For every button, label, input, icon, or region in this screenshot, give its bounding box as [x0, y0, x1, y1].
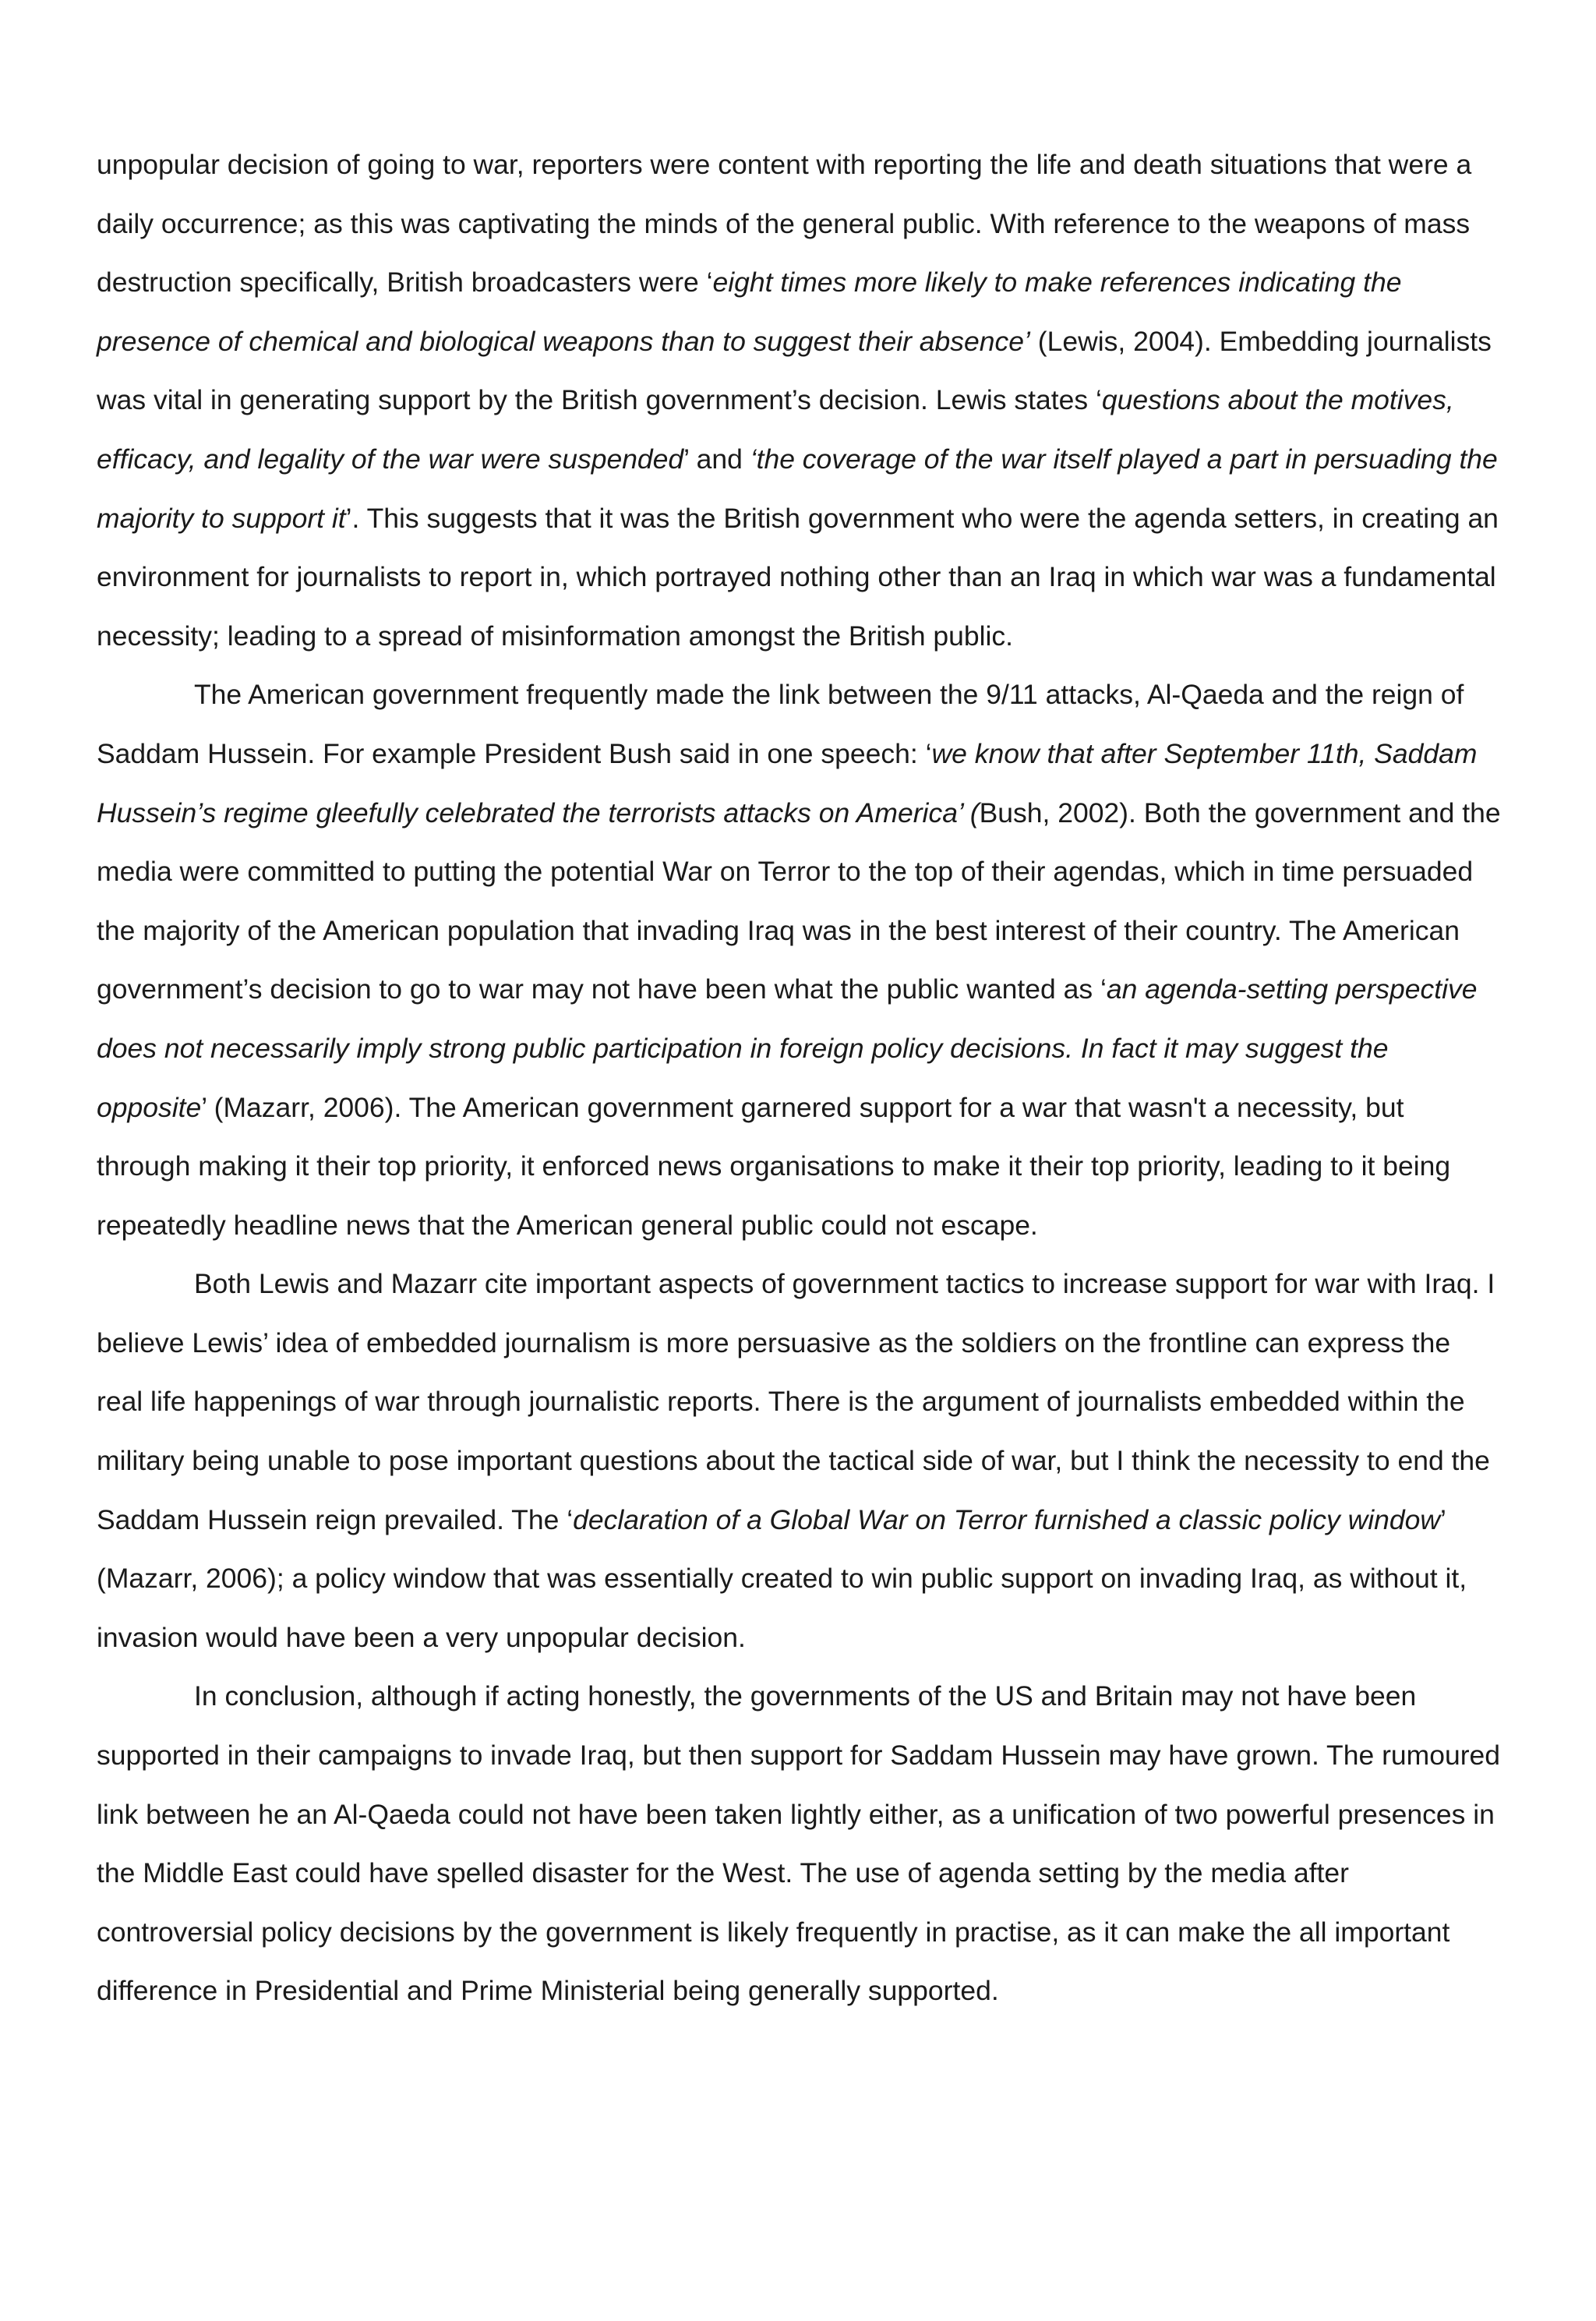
quote-segment: eight times more likely to make references indicating the presence of chemical and biological weapons than to suggest their absence’ — [97, 267, 1402, 357]
quote-segment: an agenda-setting perspective does not necessarily imply strong public participation in foreign policy decisions. In fact it may suggest the opposite — [97, 973, 1478, 1123]
text-segment: ’. This suggests that it was the British government who were the agenda setters, in creating an environment for journalists to report in, which portrayed nothing other than an Iraq in which war was a fundamental necessity; leading to a spread of misinformation amongst the British public. — [97, 502, 1499, 652]
paragraph-american-government — [97, 666, 1504, 1255]
text-segment: The American government frequently made the link between the 9/11 attacks, Al-Qaeda and the reign of Saddam Hussein. For example President Bush said in one speech: ‘ — [97, 679, 1464, 769]
text-segment: ’ (Mazarr, 2006). The American government garnered support for a war that wasn't a necessity, but through making it their top priority, it enforced news organisations to make it their top priority, leading to it being repeatedly headline news that the American general public could not escape. — [97, 1091, 1451, 1241]
text-segment: Both Lewis and Mazarr cite important aspects of government tactics to increase support for war with Iraq. I believe Lewis’ idea of embedded journalism is more persuasive as the soldiers on the frontline can express the real life happenings of war through journalistic reports. There is the argument of journalists embedded within the military being unable to pose important questions about the tactical side of war, but I think the necessity to end the Saddam Hussein reign prevailed. The ‘ — [97, 1268, 1495, 1535]
text-segment: In conclusion, although if acting honestly, the governments of the US and Britain may not have been supported in their campaigns to invade Iraq, but then support for Saddam Hussein may have grown. The rumoured link between he an Al-Qaeda could not have been taken lightly either, as a unification of two powerful presences in the Middle East could have spelled disaster for the West. The use of agenda setting by the media after controversial policy decisions by the government is likely frequently in practise, as it can make the all important difference in Presidential and Prime Ministerial being generally supported. — [97, 1680, 1501, 2007]
quote-segment: ‘the coverage of the war itself played a part in persuading the majority to support it — [97, 443, 1498, 534]
text-segment: ’ and — [683, 443, 750, 475]
quote-segment: questions about the motives, efficacy, and legality of the war were suspended — [97, 384, 1454, 475]
paragraph-lewis-and-mazarr — [97, 1255, 1504, 1667]
quote-segment: declaration of a Global War on Terror furnished a classic policy window — [573, 1503, 1440, 1535]
document-page — [97, 136, 1504, 2021]
paragraph-embedded-journalism — [97, 136, 1504, 666]
text-segment: (Lewis, 2004). Embedding journalists was vital in generating support by the British government’s decision. Lewis states ‘ — [97, 325, 1492, 416]
text-segment: Bush, 2002). Both the government and the media were committed to putting the potential War on Terror to the top of their agendas, which in time persuaded the majority of the American population that invading Iraq was in the best interest of their country. The American government’s decision to go to war may not have been what the public wanted as ‘ — [97, 797, 1501, 1005]
quote-segment: we know that after September 11th, Saddam Hussein’s regime gleefully celebrated the terrorists attacks on America’ ( — [97, 737, 1478, 828]
text-segment: unpopular decision of going to war, reporters were content with reporting the life and death situations that were a daily occurrence; as this was captivating the minds of the general public. With reference to the weapons of mass destruction specifically, British broadcasters were ‘ — [97, 149, 1472, 299]
text-segment: ’ (Mazarr, 2006); a policy window that was essentially created to win public support on invading Iraq, as without it, invasion would have been a very unpopular decision. — [97, 1503, 1467, 1653]
paragraph-conclusion — [97, 1667, 1504, 2021]
